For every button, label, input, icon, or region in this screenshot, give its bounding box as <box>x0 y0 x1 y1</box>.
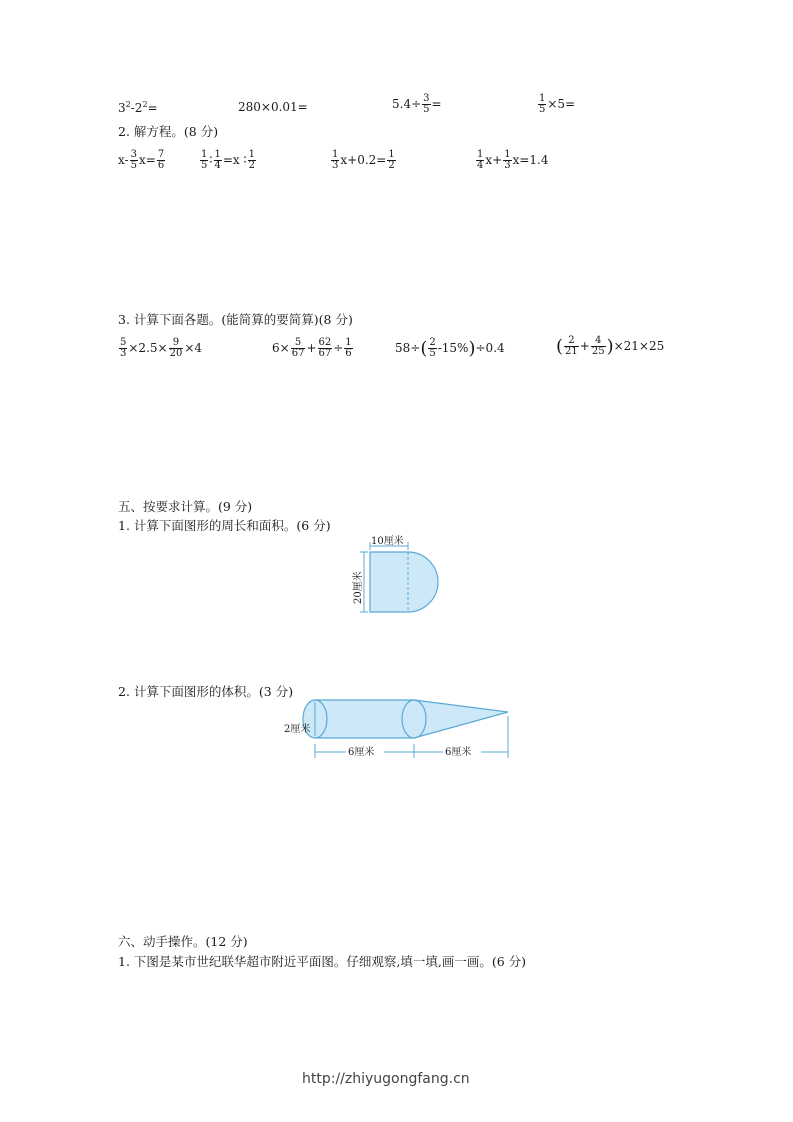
expr-decimal-multiply: 280×0.01= <box>238 100 308 114</box>
figure-cylinder-cone <box>280 694 516 764</box>
problem-1: $\frac{5}{3}$ ×2.5× $\frac{9}{20}$ ×4 <box>120 337 203 359</box>
section-heading-six: 六、动手操作。(12 分) <box>118 934 248 949</box>
equation-2: $\frac{1}{5}$ ∶ $\frac{1}{4}$ =x ∶ $\frac{1}{2}$ <box>201 149 256 171</box>
equation-4: $\frac{1}{4}$ x+ $\frac{1}{3}$ x=1.4 <box>477 149 549 171</box>
question-map: 1. 下图是某市世纪联华超市附近平面图。仔细观察,填一填,画一画。(6 分) <box>118 954 527 969</box>
section-heading-five: 五、按要求计算。(9 分) <box>118 499 253 514</box>
question-perimeter-area: 1. 计算下面图形的周长和面积。(6 分) <box>118 518 331 533</box>
shape-cylinder-cone-body <box>315 700 508 738</box>
figure-rectangle-semicircle <box>350 532 450 618</box>
problem-2: 6× $\frac{5}{67}$ + $\frac{62}{67}$ ÷ $\frac{1}{6}$ <box>272 337 352 359</box>
problem-3: 58÷( $\frac{2}{5}$ -15%)÷0.4 <box>395 337 505 359</box>
shape-rect-semicircle <box>370 552 438 612</box>
label-top-width: 10厘米 <box>371 536 404 547</box>
label-diameter: 2厘米 <box>284 724 311 735</box>
label-cone-length: 6厘米 <box>445 747 472 758</box>
problem-4: ( $\frac{2}{21}$ + $\frac{4}{25}$ )×21×25 <box>556 335 665 357</box>
expr-decimal-divide: 5.4÷ $\frac{3}{5}$ = <box>392 93 442 115</box>
footer-url[interactable]: http://zhiyugongfang.cn <box>302 1071 470 1087</box>
section-heading-equations: 2. 解方程。(8 分) <box>118 124 219 139</box>
section-heading-calculations: 3. 计算下面各题。(能简算的要简算)(8 分) <box>118 312 353 327</box>
expr-fraction-multiply: $\frac{1}{5}$ ×5= <box>539 93 576 115</box>
equation-1: x- $\frac{3}{5}$ x= $\frac{7}{6}$ <box>118 149 165 171</box>
label-side-height: 20厘米 <box>353 571 364 604</box>
expr-power-difference: $3^2-2^2=$ <box>118 100 158 115</box>
question-volume: 2. 计算下面图形的体积。(3 分) <box>118 684 294 699</box>
label-cylinder-length: 6厘米 <box>348 747 375 758</box>
equation-3: $\frac{1}{3}$ x+0.2= $\frac{1}{2}$ <box>332 149 395 171</box>
